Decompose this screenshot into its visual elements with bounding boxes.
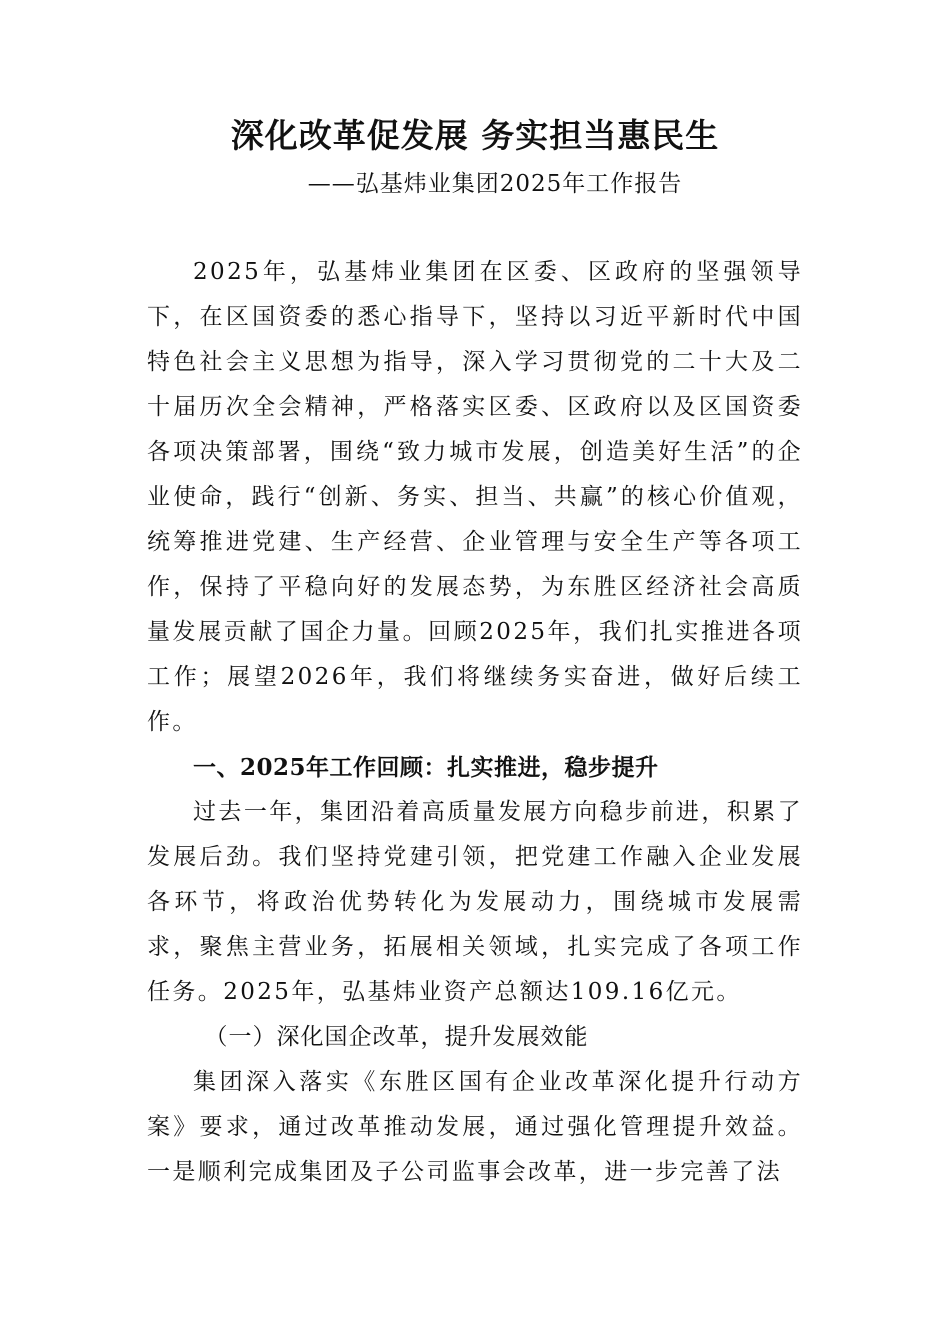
section-heading-1: 一、2025年工作回顾：扎实推进，稳步提升 [193,754,659,781]
document-title: 深化改革促发展 务实担当惠民生 [230,116,720,155]
subsection-1-paragraph: 集团深入落实《东胜区国有企业改革深化提升行动方案》要求，通过改革推动发展，通过强化管理提升效益。一是顺利完成集团及子公司监事会改革，进一步完善了法 [147,1069,803,1185]
document-subtitle: ——弘基炜业集团2025年工作报告 [307,171,683,197]
intro-paragraph: 2025年，弘基炜业集团在区委、区政府的坚强领导下，在区国资委的悉心指导下，坚持以习近平新时代中国特色社会主义思想为指导，深入学习贯彻党的二十大及二十届历次全会精神，严格落实区委、区政府以及区国资委各项决策部署，围绕“致力城市发展，创造美好生活”的企业使命，践行“创新、务实、担当、共赢”的核心价值观，统筹推进党建、生产经营、企业管理与安全生产等各项工作，保持了平稳向好的发展态势，为东胜区经济社会高质量发展贡献了国企力量。回顾2025年，我们扎实推进各项工作；展望2026年，我们将继续务实奋进，做好后续工作。 [147,259,803,735]
document-body [147,250,803,1195]
section-1-paragraph: 过去一年，集团沿着高质量发展方向稳步前进，积累了发展后劲。我们坚持党建引领，把党建工作融入企业发展各环节，将政治优势转化为发展动力，围绕城市发展需求，聚焦主营业务，拓展相关领域，扎实完成了各项工作任务。2025年，弘基炜业资产总额达109.16亿元。 [147,799,803,1005]
subsection-heading-1: （一）深化国企改革，提升发展效能 [204,1024,589,1050]
